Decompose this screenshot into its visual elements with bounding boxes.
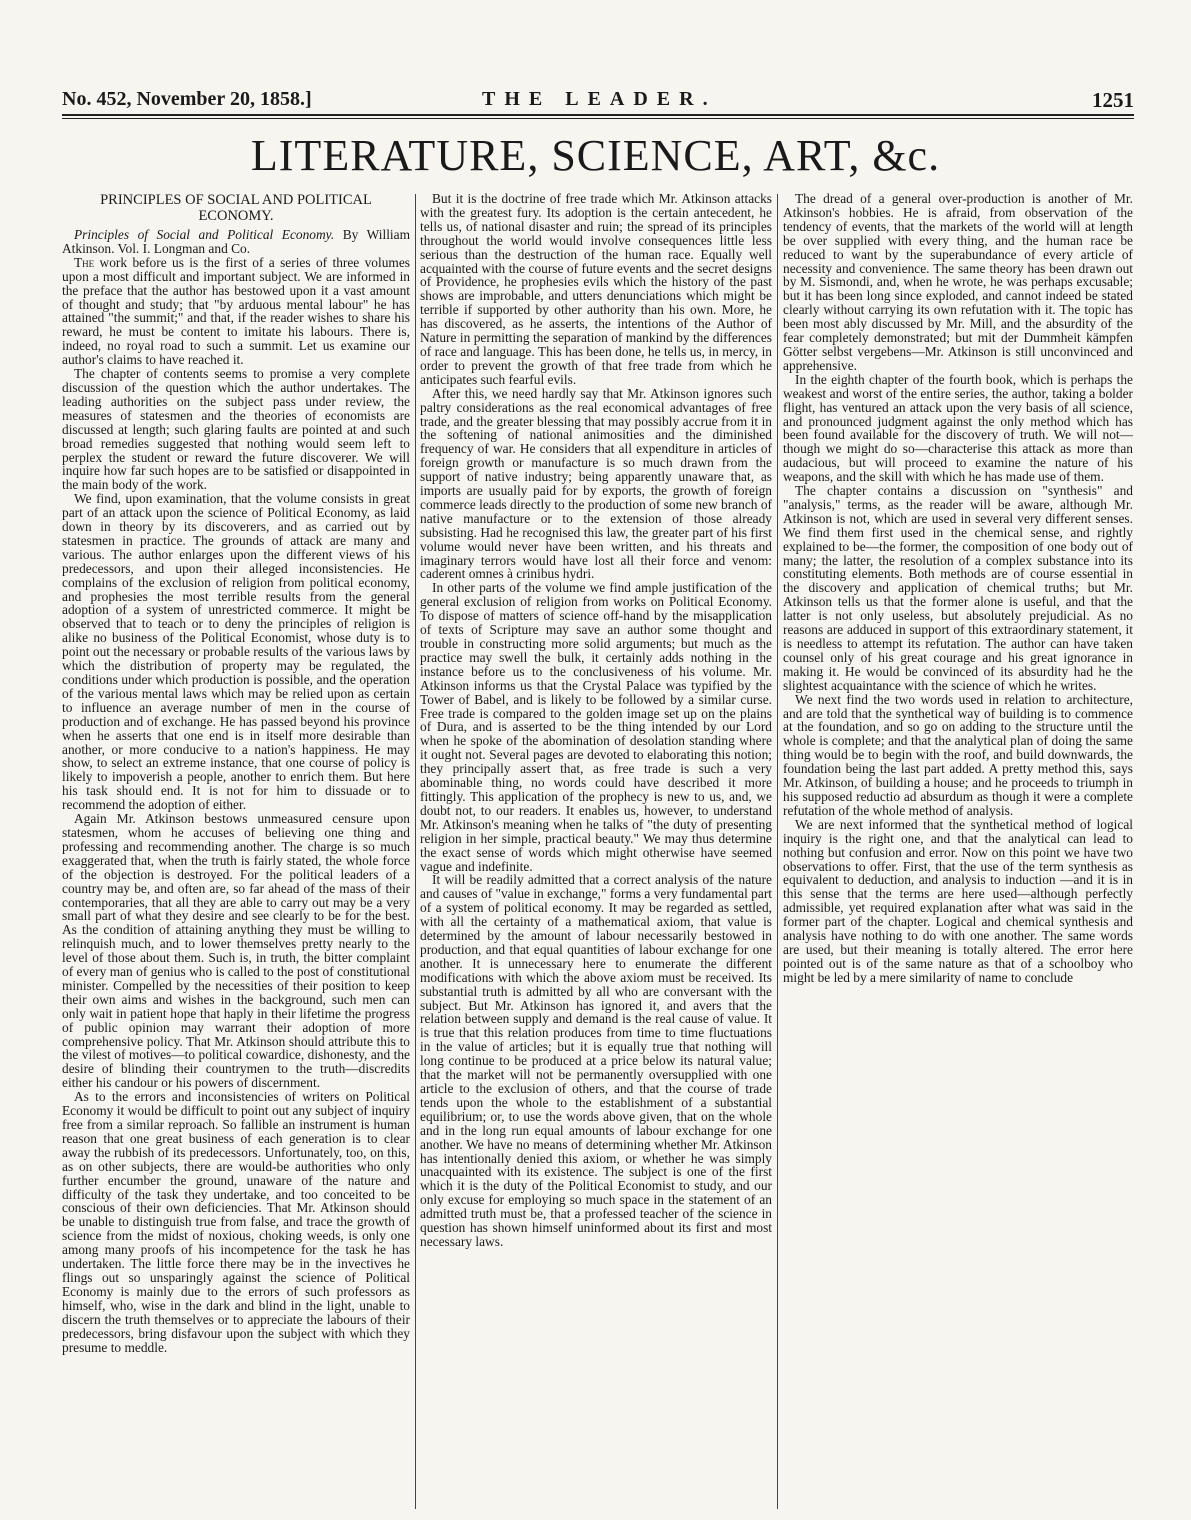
column-2	[420, 192, 772, 1510]
newspaper-name: THE LEADER.	[482, 88, 717, 110]
paragraph: The work before us is the first of a series of three volumes upon a most difficult and important subject. We are informed in the preface that the author has bestowed upon it a vast amount of thought and study; that "by arduous mental labour" he has attained "the summit;" and that, if the reader wishes to share his reward, he must be content to imitate his labours. There is, indeed, no royal road to such a summit. Let us examine our author's claims to have reached it.	[62, 254, 410, 368]
opening-word: The	[74, 254, 95, 270]
paragraph: The chapter of contents seems to promise a very complete discussion of the question which the author undertakes. The leading authorities on the subject pass under review, the measures of statesmen and the theories of economists are discussed at length; such glaring faults are pointed at and such broad remedies suggested that nothing would seem left to perplex the student or reward the future discoverer. We will inquire how far such hopes are to be satisfied or disappointed in the main body of the work.	[62, 366, 410, 493]
paragraph: In other parts of the volume we find ample justification of the general exclusion of religion from works on Political Economy. To dispose of matters of science off-hand by the misapplication of texts of Scripture may save an author some thought and trouble in constructing more solid arguments; but much as the practice may swell the bulk, it certainly adds nothing in the instance before us to the conclusiveness of his volume. Mr. Atkinson informs us that the Crystal Palace was typified by the Tower of Babel, and is likely to be followed by a similar curse. Free trade is compared to the golden image set up on the plains of Dura, and is asserted to be the thing intended by our Lord when he spoke of the abomination of desolation standing where it ought not. Several pages are devoted to elaborating this notion; they principally assert that, as free trade is such a very abominable thing, no words could have described it more fittingly. This application of the prophecy is new to us, and, we doubt not, to our readers. It enables us, however, to understand Mr. Atkinson's meaning when he talks of "the duty of presenting religion in her simple, practical beauty." We may thus determine the exact sense of words which might otherwise have seemed vague and indefinite.	[420, 580, 772, 874]
paragraph: The chapter contains a discussion on "synthesis" and "analysis," terms, as the reader will be aware, although Mr. Atkinson is not, which are used in several very different senses. We find them first used in the chemical sense, and rightly explained to be—the former, the composition of one body out of many; the latter, the resolution of a complex substance into its constituting elements. Both methods are of course essential in the discovery and application of chemical truths; but Mr. Atkinson tells us that the former alone is useful, and that the latter is not only useless, but absolutely prejudicial. As no reasons are adduced in support of this extraordinary statement, it is needless to attempt its refutation. The author can have taken counsel only of his great courage and his great ignorance in making it. He would be convinced of its absurdity had he the slightest acquaintance with the science of which he writes.	[783, 483, 1133, 693]
reference-author-publisher: By William Atkinson. Vol. I. Longman and Co.	[62, 227, 410, 256]
column-divider	[777, 194, 778, 1509]
paragraph: We next find the two words used in relation to architecture, and are told that the synthetical way of building is to commence at the foundation, and so go on adding to the structure until the whole is complete; and that the analytical plan of doing the same thing would be to begin with the roof, and build downwards, the foundation being the last part added. A pretty method this, says Mr. Atkinson, of building a house; and he proceeds to triumph in his supposed reductio ad absurdum as though it were a complete refutation of the whole method of analysis.	[783, 691, 1133, 818]
header-rule	[62, 114, 1134, 116]
column-1	[62, 192, 410, 1510]
paragraph: It will be readily admitted that a correct analysis of the nature and causes of "value in exchange," forms a very fundamental part of a system of political economy. It may be regarded as settled, with all the certainty of a mathematical axiom, that value is determined by the amount of labour necessarily bestowed in production, and that equal quantities of labour exchange for one another. It is unnecessary here to enumerate the different modifications with which the above axiom must be received. Its substantial truth is admitted by all who are conversant with the subject. But Mr. Atkinson has ignored it, and avers that the relation between supply and demand is the real cause of value. It is true that this relation produces from time to time fluctuations in the value of articles; but it is equally true that nothing will long continue to be produced at a price below its natural value; that the market will not be permanently oversupplied with one article to the exclusion of others, and that the course of trade tends upon the whole to the establishment of a substantial equilibrium; or, to use the words above given, that on the whole and in the long run equal amounts of labour exchange for one another. We have no means of determining whether Mr. Atkinson has intentionally denied this axiom, or whether he was simply unacquainted with its existence. The subject is one of the first which it is the duty of the Political Economist to study, and our only excuse for employing so much space in the statement of an admitted truth must be, that a professed teacher of the science in question has shown himself uninformed about its first and most necessary laws.	[420, 872, 772, 1249]
column-divider	[415, 194, 416, 1509]
paragraph: As to the errors and inconsistencies of writers on Political Economy it would be difficult to point out any subject of inquiry free from a similar reproach. So fallible an instrument is human reason that one great business of each generation is to clear away the rubbish of its predecessors. Unfortunately, too, on this, as on other subjects, there are would-be authorities who only further encumber the ground, unaware of the nature and difficulty of the task they undertake, and too conceited to be conscious of their own deficiencies. That Mr. Atkinson should be unable to distinguish true from false, and trace the growth of science from the midst of noxious, choking weeds, is only one among many proofs of his incompetence for the task he has undertaken. The little force there may be in the invectives he flings out so unsparingly against the science of Political Economy is mainly due to the errors of such professors as himself, who, wise in the dark and blind in the light, unable to discern the truth themselves or to appreciate the labours of their predecessors, bring disfavour upon the subject with which they presume to meddle.	[62, 1089, 410, 1355]
paragraph: Again Mr. Atkinson bestows unmeasured censure upon statesmen, whom he accuses of believing one thing and professing and recommending another. The charge is so much exaggerated that, when the truth is fairly stated, the whole force of the objection is destroyed. For the political leaders of a country may be, and often are, so far ahead of the mass of their contemporaries, that all they are able to carry out may be a very small part of what they desire and see clearly to be for the best. As the condition of attaining anything they must be willing to relinquish much, and to lower themselves pretty nearly to the level of those about them. Such is, in truth, the bitter complaint of every man of genius who is called to the post of constitutional minister. Compelled by the necessities of their position to keep their own aims and wishes in the background, such men can only wait in patient hope that haply in their lifetime the progress of public opinion may warrant their adoption of more comprehensive policy. That Mr. Atkinson should attribute this to the vilest of motives—to political cowardice, dishonesty, and the desire of blinding their countrymen to the truth—discredits either his candour or his powers of discernment.	[62, 811, 410, 1091]
paragraph: The dread of a general over-production is another of Mr. Atkinson's hobbies. He is afraid, from observation of the tendency of events, that the markets of the world will at length be over supplied with every thing, and the human race be reduced to want by the superabundance of every article of necessity and convenience. The same theory has been drawn out by M. Sismondi, and, when he wrote, he was perhaps excusable; but it has been long since exploded, and cannot indeed be stated clearly without carrying its own refutation with it. The topic has been most ably discussed by Mr. Mill, and the absurdity of the fear completely demonstrated; but mit der Dummheit kämpfen Götter selbst vergebens—Mr. Atkinson is still unconvinced and apprehensive.	[783, 192, 1133, 373]
column-3	[783, 192, 1133, 1510]
section-title: LITERATURE, SCIENCE, ART, &c.	[250, 131, 941, 180]
page-number: 1251	[1092, 88, 1134, 112]
article-title: PRINCIPLES OF SOCIAL AND POLITICAL ECONOMY.	[100, 192, 372, 224]
article-reference	[62, 228, 410, 256]
paragraph: We are next informed that the synthetical method of logical inquiry is the right one, and that the analytical can lead to nothing but confusion and error. Now on this point we have two observations to offer. First, that the use of the term synthesis as equivalent to deduction, and analysis to induction —and it is in this sense that the terms are here used—although perfectly admissible, yet required explanation after what was said in the former part of the chapter. Logical and chemical synthesis and analysis have nothing to do with one another. The same words are used, but their meaning is totally altered. The error here pointed out is of the same nature as that of a schoolboy who might be led by a mere similarity of name to conclude	[783, 816, 1133, 985]
paragraph: We find, upon examination, that the volume consists in great part of an attack upon the science of Political Economy, as laid down in theory by its discoverers, and as carried out by statesmen in practice. The grounds of attack are many and various. The author enlarges upon the different views of his predecessors, and upon their alleged inconsistencies. He complains of the exclusion of religion from political economy, and prophesies the most terrible results from the general adoption of a system of unrestricted commerce. It might be observed that to teach or to deny the principles of religion is alike no business of the Political Economist, whose duty is to point out the necessary or probable results of the various laws by which the distribution of property may be regulated, the conditions under which production is possible, and the operation of the various mental laws which may be relied upon as certain to influence an average number of men in the course of production and of exchange. He has passed beyond his province when he asserts that one end is in itself more desirable than another, or more conducive to a nation's happiness. He may show, to select an extreme instance, that one course of policy is likely to impoverish a people, another to enrich them. But here his task should end. It is not for him to dissuade or to recommend the adoption of either.	[62, 491, 410, 813]
paragraph: After this, we need hardly say that Mr. Atkinson ignores such paltry considerations as the real economical advantages of free trade, and the greater blessing that may possibly accrue from it in the softening of national animosities and the diminished frequency of war. He considers that all expenditure in articles of foreign growth or manufacture is so much drawn from the support of native industry; being apparently unaware that, as imports are usually paid for by exports, the growth of foreign commerce leads directly to the production of some new branch of native manufacture or to the extension of those already subsisting. Had he recognised this law, the greater part of his first volume would never have been written, and his threats and imaginary terrors would have lost all their force and venom: caderent omnes à crinibus hydri.	[420, 385, 772, 582]
paragraph: In the eighth chapter of the fourth book, which is perhaps the weakest and worst of the entire series, the author, taking a bolder flight, has ventured an attack upon the very basis of all science, and pronounced judgment against the only method which has been found available for the discovery of truth. We will not—though we might do so—characterise this attack as more than audacious, but will proceed to examine the nature of his weapons, and the skill with which he has made use of them.	[783, 371, 1133, 485]
reference-book-title: Principles of Social and Political Economy.	[74, 227, 335, 242]
header-rule-thin	[62, 118, 1134, 119]
issue-info: No. 452, November 20, 1858.]	[62, 88, 312, 110]
paragraph: But it is the doctrine of free trade which Mr. Atkinson attacks with the greatest fury. Its adoption is the certain antecedent, he tells us, of national disaster and ruin; the spread of its principles throughout the world would involve consequences little less serious than the destruction of the human race. Equally well acquainted with the course of future events and the secret designs of Providence, he prophesies evils which the history of the past shows are improbable, and utters denunciations which might be terrible if supported by other authority than his own. More, he has discovered, as he asserts, the intentions of the Author of Nature in permitting the separation of mankind by the differences of race and language. This has been done, he tells us, in mercy, in order to prevent the growth of that free trade from which he anticipates such fearful evils.	[420, 192, 772, 387]
